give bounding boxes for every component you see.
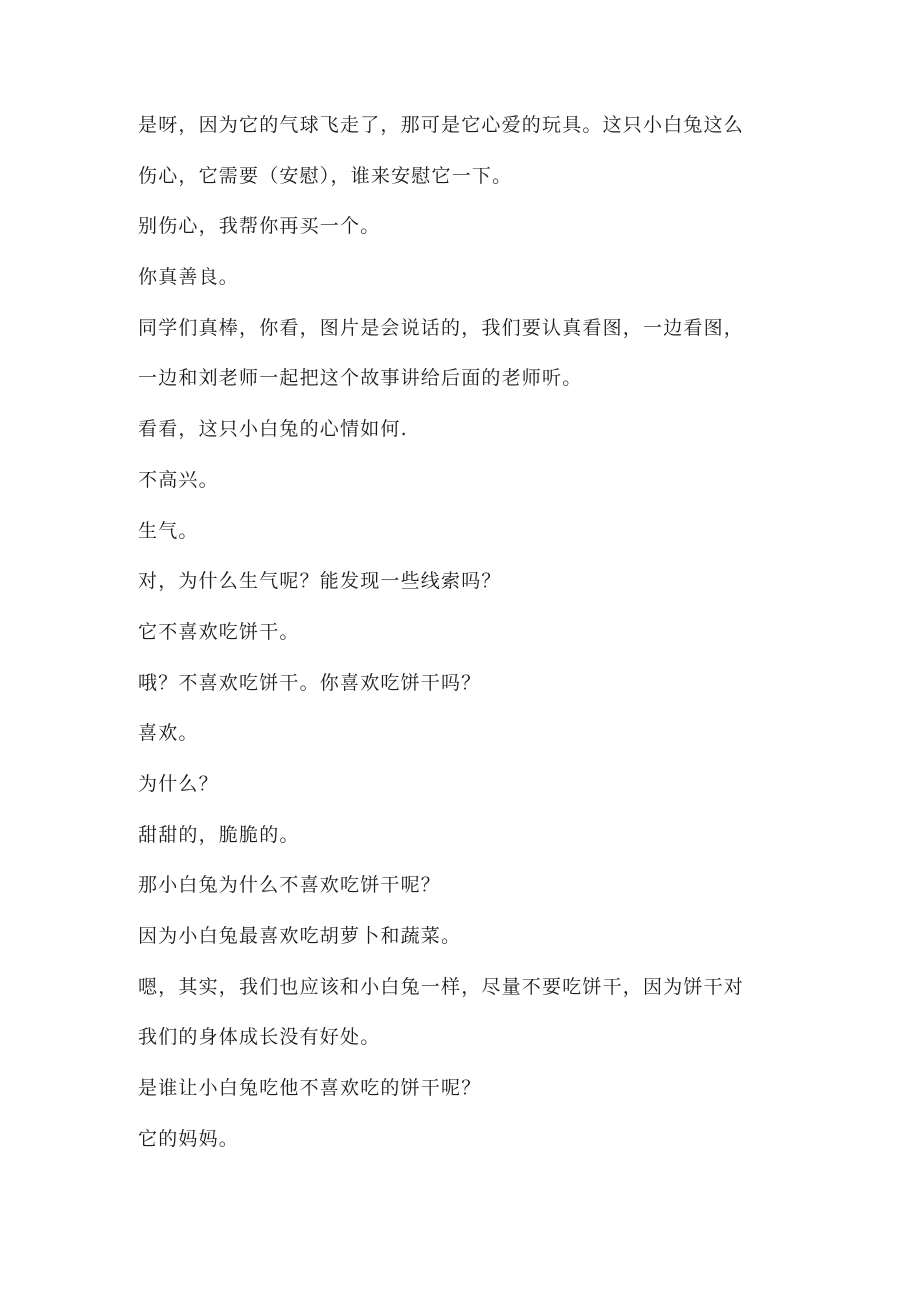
text-line: 一边和刘老师一起把这个故事讲给后面的老师听。: [138, 367, 583, 390]
text-line: 你真善良。: [138, 266, 240, 289]
text-line: 是呀，因为它的气球飞走了，那可是它心爱的玩具。这只小白兔这么: [138, 114, 745, 136]
text-line: 我们的身体成长没有好处。: [138, 1026, 381, 1049]
text-line: 不高兴。: [138, 468, 219, 491]
text-line: 甜甜的，脆脆的。: [138, 823, 300, 846]
text-line: 它的妈妈。: [138, 1127, 240, 1150]
document-body: [138, 107, 788, 1171]
text-line: 看看，这只小白兔的心情如何.: [138, 418, 408, 441]
text-line: 生气。: [138, 519, 199, 542]
text-line: 伤心，它需要（安慰），谁来安慰它一下。: [138, 164, 513, 187]
text-line: 对，为什么生气呢？能发现一些线索吗？: [138, 570, 502, 593]
text-line: 那小白兔为什么不喜欢吃饼干呢？: [138, 874, 442, 897]
text-line: 哦？不喜欢吃饼干。你喜欢吃饼干吗？: [138, 671, 482, 694]
text-line: 它不喜欢吃饼干。: [138, 620, 300, 643]
text-line: 嗯，其实，我们也应该和小白兔一样，尽量不要吃饼干，因为饼干对: [138, 975, 745, 998]
text-line: 喜欢。: [138, 722, 199, 745]
text-line: 同学们真棒，你看，图片是会说话的，我们要认真看图，一边看图，: [138, 316, 745, 339]
text-line: 是谁让小白兔吃他不喜欢吃的饼干呢？: [138, 1077, 482, 1100]
text-line: 别伤心，我帮你再买一个。: [138, 215, 381, 238]
text-line: 因为小白兔最喜欢吃胡萝卜和蔬菜。: [138, 925, 462, 947]
text-line: 为什么？: [138, 772, 219, 795]
